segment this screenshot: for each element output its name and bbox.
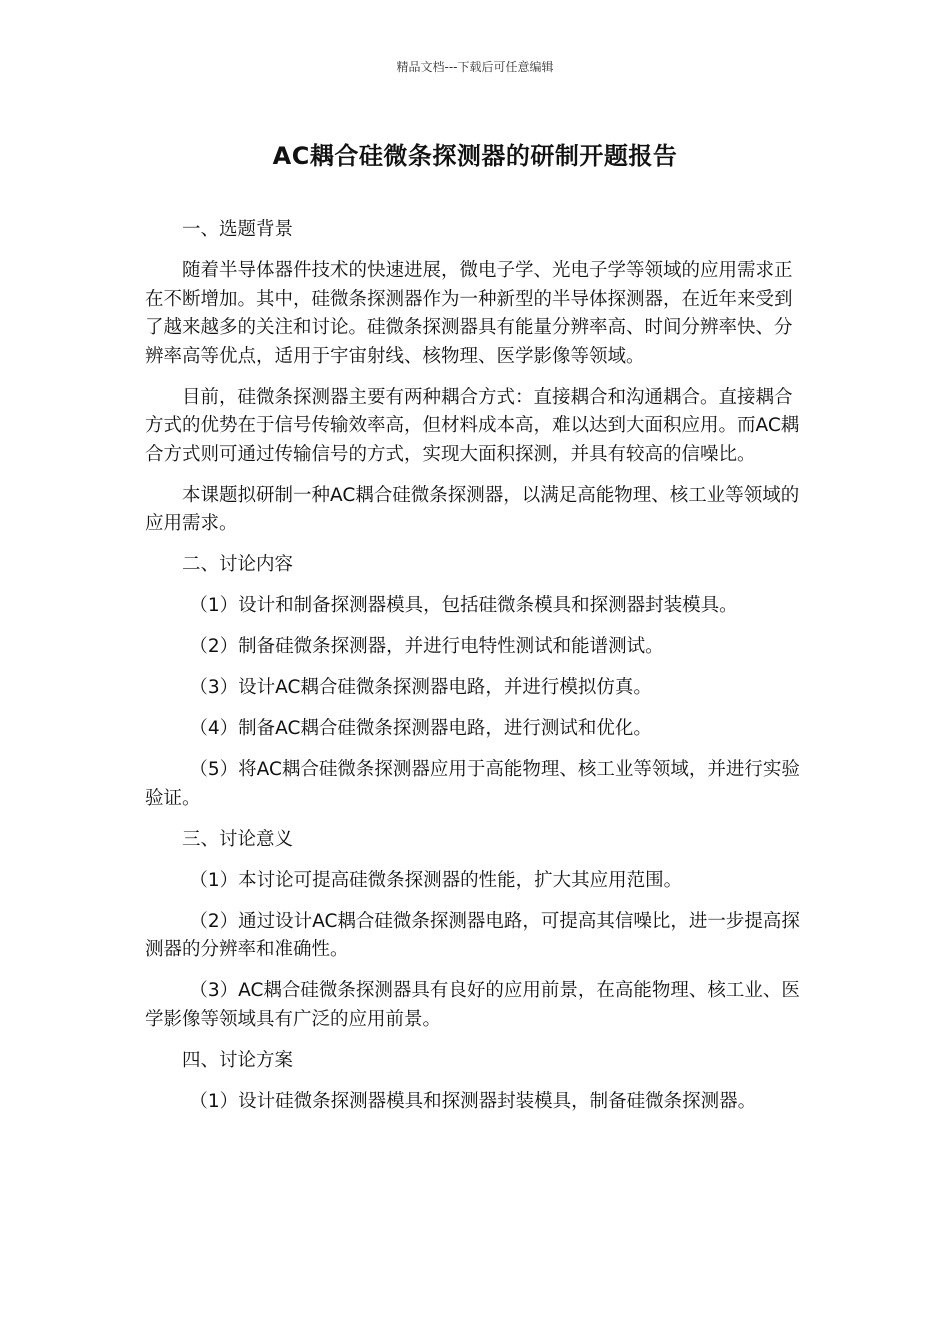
section-heading-significance: 三、讨论意义 <box>182 828 294 850</box>
plan-item-1: （1）设计硅微条探测器模具和探测器封装模具，制备硅微条探测器。 <box>189 1090 757 1112</box>
content-item-4: （4）制备AC耦合硅微条探测器电路，进行测试和优化。 <box>189 718 652 739</box>
section-heading-content: 二、讨论内容 <box>182 554 294 575</box>
content-item-1: （1）设计和制备探测器模具，包括硅微条模具和探测器封装模具。 <box>189 595 738 616</box>
section-heading-background: 一、选题背景 <box>182 219 294 240</box>
paragraph-background-1: 随着半导体器件技术的快速进展，微电子学、光电子学等领域的应用需求正在不断增加。其中，硅微条探测器作为一种新型的半导体探测器，在近年来受到了越来越多的关注和讨论。硅微条探测器具有能量分辨率高、时间分辨率快、分辨率高等优点，适用于宇宙射线、核物理、医学影像等领域。 <box>145 260 793 367</box>
paragraph-background-2: 目前，硅微条探测器主要有两种耦合方式：直接耦合和沟通耦合。直接耦合方式的优势在于信号传输效率高，但材料成本高，难以达到大面积应用。而AC耦合方式则可通过传输信号的方式，实现大面积探测，并具有较高的信噪比。 <box>145 386 800 465</box>
content-item-5: （5）将AC耦合硅微条探测器应用于高能物理、核工业等领域，并进行实验验证。 <box>145 759 800 809</box>
content-item-3: （3）设计AC耦合硅微条探测器电路，并进行模拟仿真。 <box>189 677 652 698</box>
document-title: AC耦合硅微条探测器的研制开题报告 <box>272 142 678 170</box>
section-heading-plan: 四、讨论方案 <box>182 1049 294 1071</box>
significance-item-2: （2）通过设计AC耦合硅微条探测器电路，可提高其信噪比，进一步提高探测器的分辨率和准确性。 <box>145 910 800 960</box>
document-body <box>145 216 810 1129</box>
significance-item-1: （1）本讨论可提高硅微条探测器的性能，扩大其应用范围。 <box>189 869 683 891</box>
paragraph-background-3: 本课题拟研制一种AC耦合硅微条探测器，以满足高能物理、核工业等领域的应用需求。 <box>145 484 800 534</box>
significance-item-3: （3）AC耦合硅微条探测器具有良好的应用前景，在高能物理、核工业、医学影像等领域具有广泛的应用前景。 <box>145 980 800 1030</box>
page-header: 精品文档---下载后可任意编辑 <box>396 60 554 74</box>
content-item-2: （2）制备硅微条探测器，并进行电特性测试和能谱测试。 <box>189 636 664 657</box>
